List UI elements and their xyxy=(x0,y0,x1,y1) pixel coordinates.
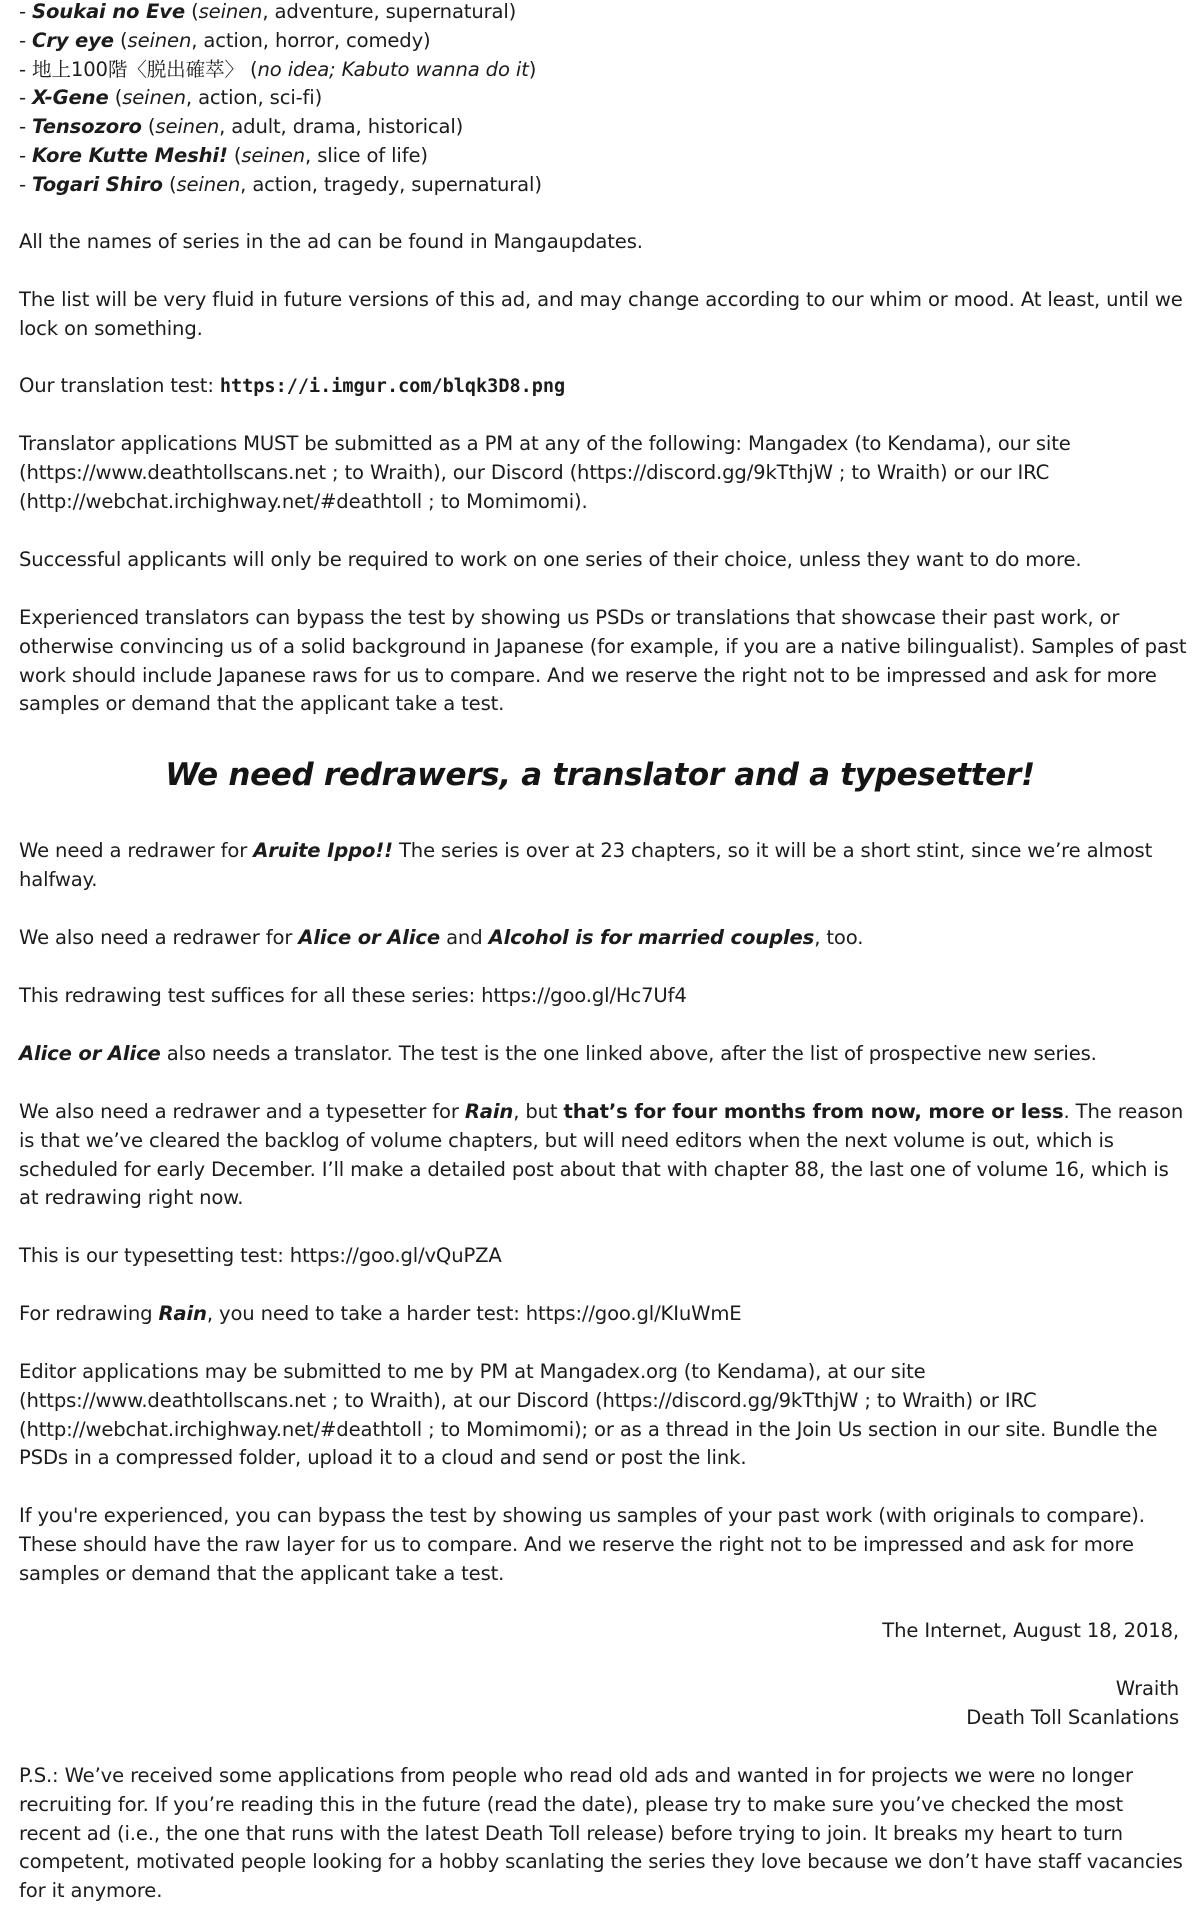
translator-applications-paragraph: Translator applications MUST be submitted as a PM at any of the following: Mangadex (to Kendama), our site (https://www.deathtollscans.net ; to Wraith), our Discord (https://discord.gg/9kTthjW ; to Wraith) or our IRC (http://webchat.irchighway.net/#deathtoll ; to Momimomi). xyxy=(19,432,1071,513)
editor-applications-paragraph: Editor applications may be submitted to me by PM at Mangadex.org (to Kendama), at our site (https://www.deathtollscans.net ; to Wraith), at our Discord (https://discord.gg/9kTthjW ; to Wraith) or IRC (http://webchat.irchighway.net/#deathtoll ; to Momimomi); or as a thread in the Join Us section in our site. Bundle the PSDs in a compressed folder, upload it to a cloud and send or post the link. xyxy=(19,1360,1158,1470)
translation-test-link[interactable]: https://i.imgur.com/blqk3D8.png xyxy=(219,376,566,397)
translation-test-label: Our translation test: xyxy=(19,374,220,397)
series-list-item: - Togari Shiro (seinen, action, tragedy, supernatural) xyxy=(19,172,542,196)
series-list-item: - X-Gene (seinen, action, sci-fi) xyxy=(19,86,323,110)
aruite-redrawer-paragraph: We need a redrawer for Aruite Ippo!! The series is over at 23 chapters, so it will be a short stint, since we’re almost halfway. xyxy=(19,839,1153,891)
fluid-list-paragraph: The list will be very fluid in future versions of this ad, and may change according to our whim or mood. At least, until we lock on something. xyxy=(19,288,1183,340)
signature-group: Death Toll Scanlations xyxy=(966,1706,1179,1729)
experienced-translators-paragraph: Experienced translators can bypass the test by showing us PSDs or translations that showcase their past work, or otherwise convincing us of a solid background in Japanese (for example, if you are a native bilingualist). Samples of past work should include Japanese raws for us to compare. And we reserve the right not to be impressed and ask for more samples or demand that the applicant take a test. xyxy=(19,606,1187,716)
signature-name: Wraith xyxy=(1115,1677,1179,1700)
series-list-item: - Tensozoro (seinen, adult, drama, historical) xyxy=(19,115,464,139)
recruitment-heading: We need redrawers, a translator and a typesetter! xyxy=(165,757,1035,793)
alice-redrawer-paragraph: We also need a redrawer for Alice or Alice and Alcohol is for married couples, too. xyxy=(19,926,864,949)
dateline: The Internet, August 18, 2018, xyxy=(882,1619,1179,1642)
experienced-bypass-paragraph: If you're experienced, you can bypass the test by showing us samples of your past work (with originals to compare). These should have the raw layer for us to compare. And we reserve the right not to be impressed and ask for more samples or demand that the applicant take a test. xyxy=(19,1504,1145,1585)
alice-translator-paragraph: Alice or Alice also needs a translator. The test is the one linked above, after the list of prospective new series. xyxy=(19,1042,1097,1065)
series-list-item: - Cry eye (seinen, action, horror, comedy) xyxy=(19,28,431,52)
rain-paragraph: We also need a redrawer and a typesetter for Rain, but that’s for four months from now, more or less. The reason is that we’ve cleared the backlog of volume chapters, but will need editors when the next volume is out, which is scheduled for early December. I’ll make a detailed post about that with chapter 88, the last one of volume 16, which is at redrawing right now. xyxy=(19,1100,1184,1210)
typesetting-test-paragraph: This is our typesetting test: https://goo.gl/vQuPZA xyxy=(19,1244,502,1267)
series-list-item: - Kore Kutte Meshi! (seinen, slice of life) xyxy=(19,144,428,167)
translation-test-paragraph xyxy=(19,372,1187,402)
redrawing-test-paragraph: This redrawing test suffices for all these series: https://goo.gl/Hc7Uf4 xyxy=(19,984,687,1007)
series-list-item: - Soukai no Eve (seinen, adventure, supernatural) xyxy=(19,0,517,23)
successful-applicants-paragraph: Successful applicants will only be required to work on one series of their choice, unless they want to do more. xyxy=(19,548,1082,571)
postscript-paragraph: P.S.: We’ve received some applications from people who read old ads and wanted in for projects we were no longer recruiting for. If you’re reading this in the future (read the date), please try to make sure you’ve checked the most recent ad (i.e., the one that runs with the latest Death Toll release) before trying to join. It breaks my heart to turn competent, motivated people looking for a hobby scanlating the series they love because we don’t have staff vacancies for it anymore. xyxy=(19,1764,1183,1903)
series-list-item: - 地上100階〈脱出確萃〉 (no idea; Kabuto wanna do it) xyxy=(19,57,537,81)
mangaupdates-paragraph: All the names of series in the ad can be found in Mangaupdates. xyxy=(19,230,643,253)
rain-redraw-test-paragraph: For redrawing Rain, you need to take a harder test: https://goo.gl/KIuWmE xyxy=(19,1302,742,1325)
